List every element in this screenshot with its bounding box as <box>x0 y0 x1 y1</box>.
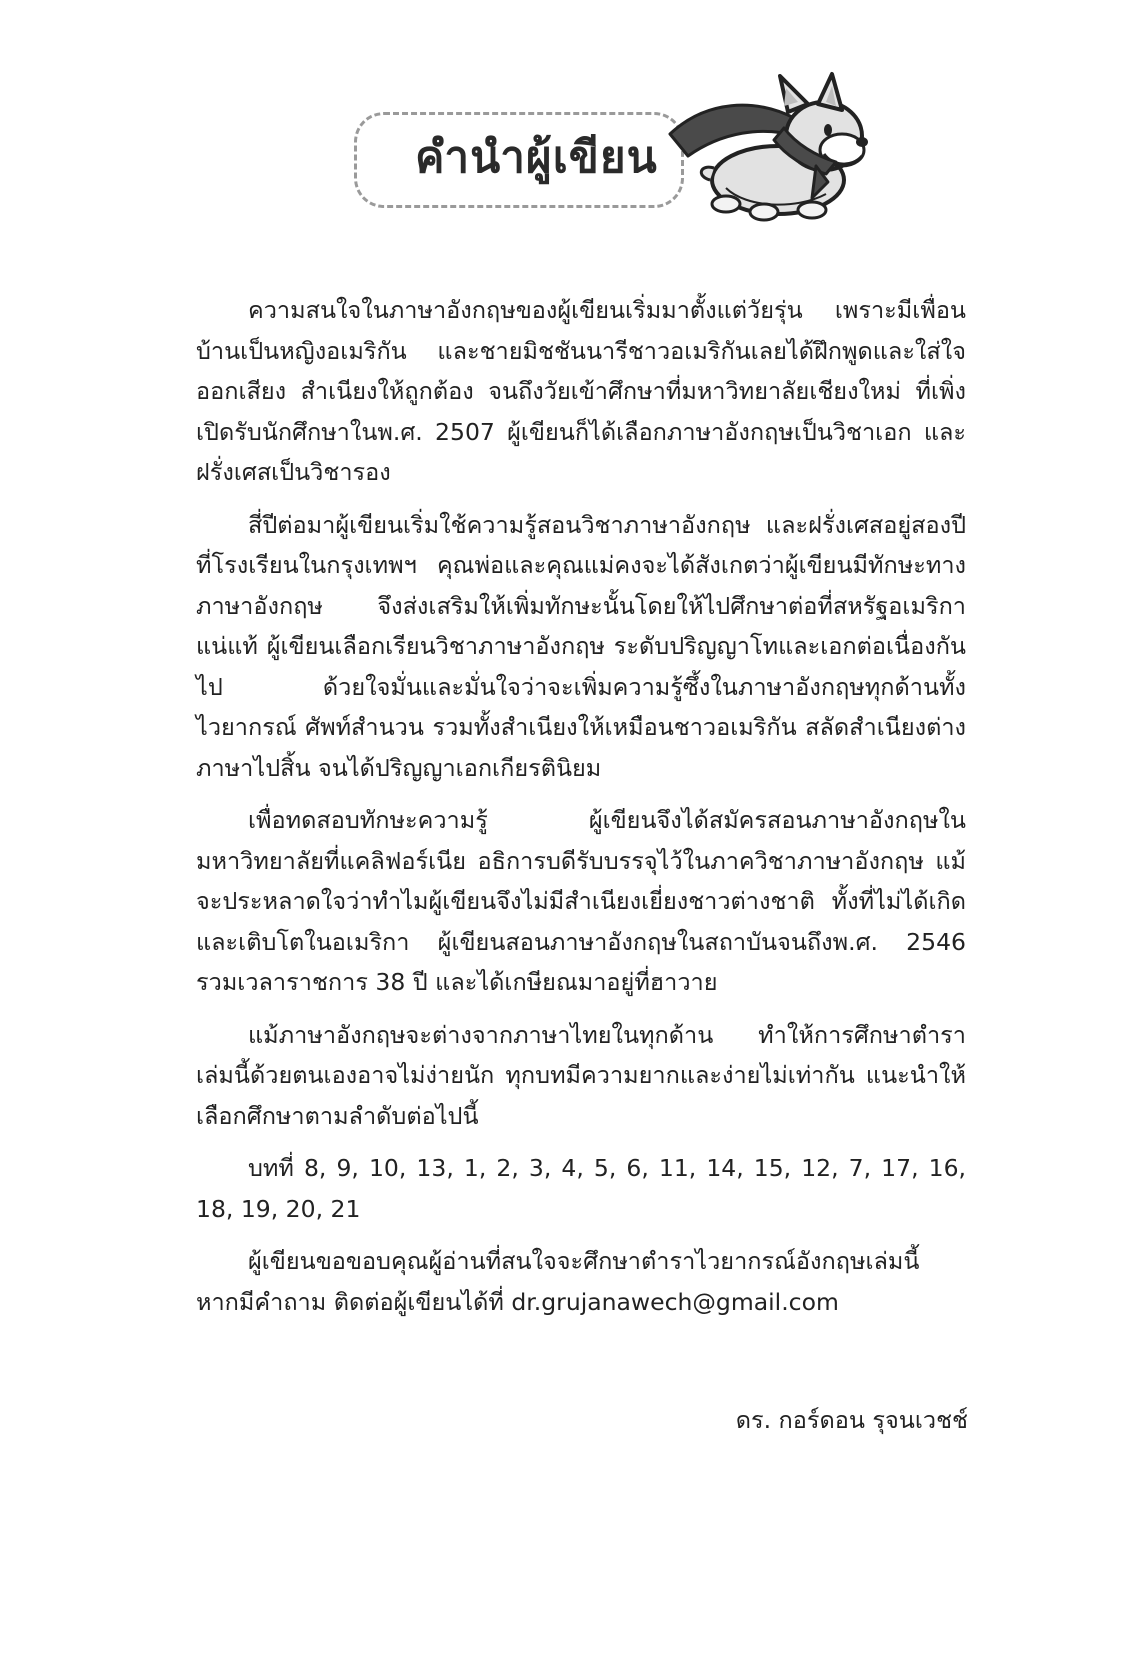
paragraph-chapter-order: บทที่ 8, 9, 10, 13, 1, 2, 3, 4, 5, 6, 11, 14, 15, 12, 7, 17, 16, 18, 19, 20, 21 <box>196 1154 966 1223</box>
paragraph-thanks: ผู้เขียนขอขอบคุณผู้อ่านที่สนใจจะศึกษาตำราไวยากรณ์อังกฤษเล่มนี้ หากมีคำถาม ติดต่อผู้เขียนได้ที่ dr.grujanawech@gmail.com <box>196 1247 920 1316</box>
author-signature: ดร. กอร์ดอน รุจนเวชช์ <box>735 1406 968 1434</box>
paragraph-3: เพื่อทดสอบทักษะความรู้ ผู้เขียนจึงได้สมัครสอนภาษาอังกฤษในมหาวิทยาลัยที่แคลิฟอร์เนีย อธิการบดีรับบรรจุไว้ในภาควิชาภาษาอังกฤษ แม้จะประหลาดใจว่าทำไมผู้เขียนจึงไม่มีสำเนียงเยี่ยงชาวต่างชาติ ทั้งที่ไม่ได้เกิดและเติบโตในอเมริกา ผู้เขียนสอนภาษาอังกฤษในสถาบันจนถึงพ.ศ. 2546 รวมเวลาราชการ 38 ปี และได้เกษียณมาอยู่ที่ฮาวาย <box>196 806 966 996</box>
paragraph-2: สี่ปีต่อมาผู้เขียนเริ่มใช้ความรู้สอนวิชาภาษาอังกฤษ และฝรั่งเศสอยู่สองปีที่โรงเรียนในกรุงเทพฯ คุณพ่อและคุณแม่คงจะได้สังเกตว่าผู้เขียนมีทักษะทางภาษาอังกฤษ จึงส่งเสริมให้เพิ่มทักษะนั้นโดยให้ไปศึกษาต่อที่สหรัฐอเมริกา แน่แท้ ผู้เขียนเลือกเรียนวิชาภาษาอังกฤษ ระดับปริญญาโทและเอกต่อเนื่องกันไป ด้วยใจมั่นและมั่นใจว่าจะเพิ่มความรู้ซึ้งในภาษาอังกฤษทุกด้านทั้ง ไวยากรณ์ ศัพท์สำนวน รวมทั้งสำเนียงให้เหมือนชาวอเมริกัน สลัดสำเนียงต่างภาษาไปสิ้น จนได้ปริญญาเอกเกียรตินิยม <box>196 510 966 782</box>
flying-corgi-with-scarf-icon <box>666 70 906 230</box>
paragraph-4: แม้ภาษาอังกฤษจะต่างจากภาษาไทยในทุกด้าน ทำให้การศึกษาตำราเล่มนี้ด้วยตนเองอาจไม่ง่ายนัก ทุกบทมีความยากและง่ายไม่เท่ากัน แนะนำให้เลือกศึกษาตามลำดับต่อไปนี้ <box>196 1020 966 1130</box>
paragraph-1: ความสนใจในภาษาอังกฤษของผู้เขียนเริ่มมาตั้งแต่วัยรุ่น เพราะมีเพื่อนบ้านเป็นหญิงอเมริกัน และชายมิชชันนารีชาวอเมริกันเลยได้ฝึกพูดและใส่ใจออกเสียง สำเนียงให้ถูกต้อง จนถึงวัยเข้าศึกษาที่มหาวิทยาลัยเชียงใหม่ ที่เพิ่งเปิดรับนักศึกษาในพ.ศ. 2507 ผู้เขียนก็ได้เลือกภาษาอังกฤษเป็นวิชาเอก และฝรั่งเศสเป็นวิชารอง <box>196 296 966 486</box>
preface-body <box>196 290 966 1334</box>
page-title: คำนำผู้เขียน <box>415 132 658 183</box>
